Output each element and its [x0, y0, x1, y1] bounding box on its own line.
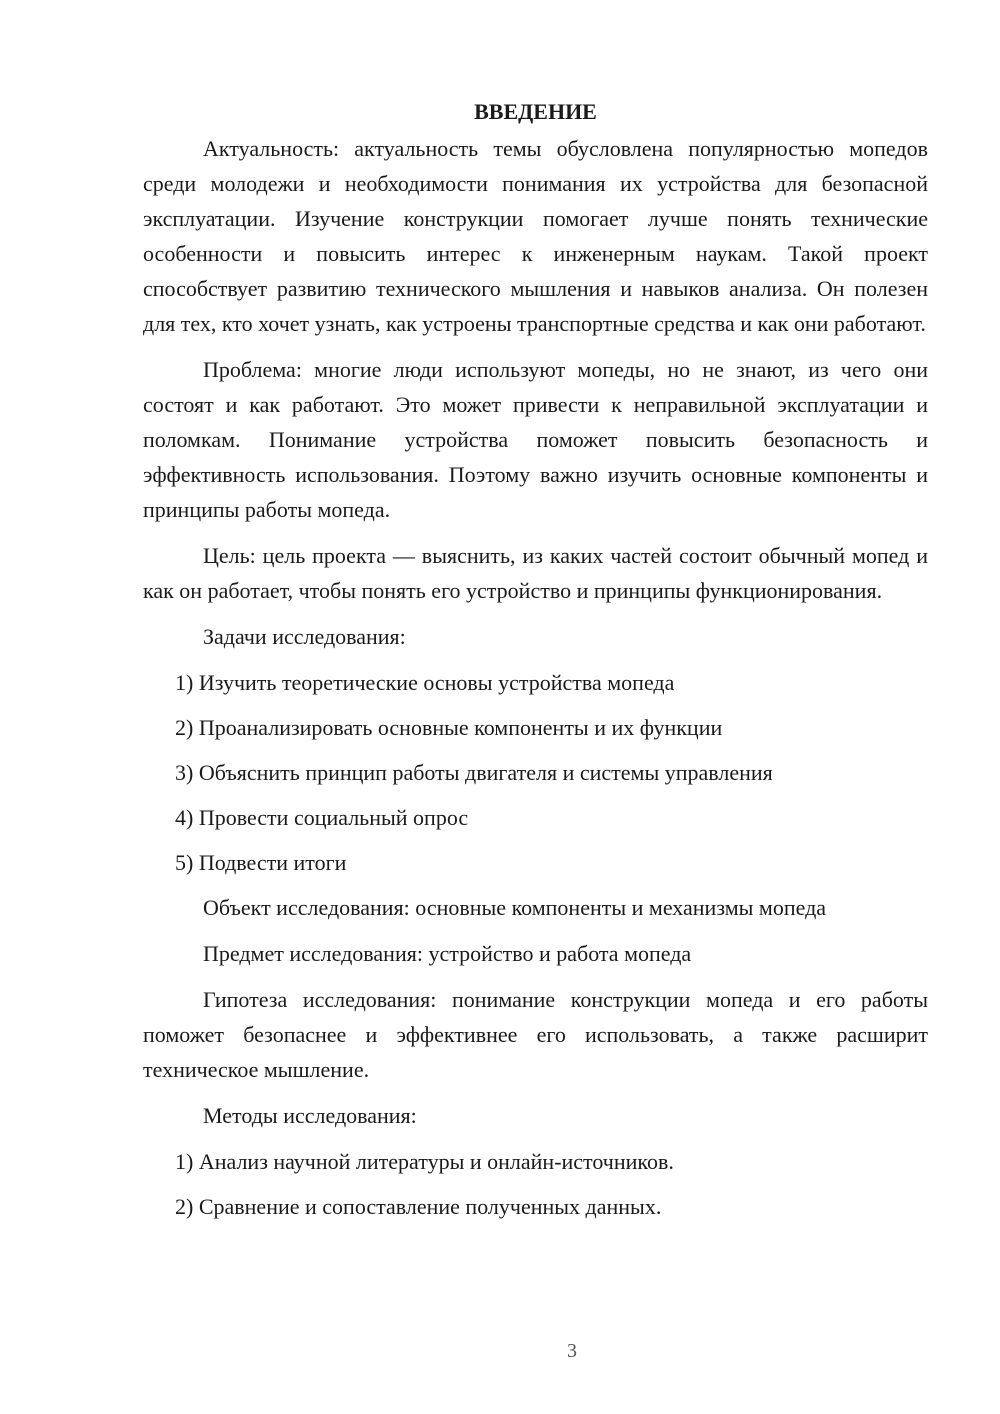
goal-paragraph: Цель: цель проекта — выяснить, из каких частей состоит обычный мопед и как он работает, чтобы понять его устройство и принципы функционирования.: [143, 543, 928, 603]
methods-title: Методы исследования:: [203, 1103, 417, 1128]
task-item-4: 4) Провести социальный опрос: [175, 805, 469, 830]
hypothesis-block: [143, 982, 928, 1087]
task-item-2: 2) Проанализировать основные компоненты и их функции: [175, 715, 723, 740]
intro-paragraphs: [143, 131, 928, 608]
problem-paragraph: Проблема: многие люди используют мопеды, но не знают, из чего они состоят и как работают. Это может привести к неправильной эксплуатации и поломкам. Понимание устройства поможет повысить безопасность и эффективность использования. Поэтому важно изучить основные компоненты и принципы работы мопеда.: [143, 357, 928, 522]
page-number: 3: [567, 1340, 577, 1362]
research-subject: Предмет исследования: устройство и работа мопеда: [203, 941, 692, 966]
method-item-1: 1) Анализ научной литературы и онлайн-источников.: [175, 1149, 674, 1174]
section-heading: ВВЕДЕНИЕ: [474, 99, 597, 124]
task-item-5: 5) Подвести итоги: [175, 850, 347, 875]
relevance-paragraph: Актуальность: актуальность темы обусловлена популярностью мопедов среди молодежи и необходимости понимания их устройства для безопасной эксплуатации. Изучение конструкции помогает лучше понять технические особенности и повысить интерес к инженерным наукам. Такой проект способствует развитию технического мышления и навыков анализа. Он полезен для тех, кто хочет узнать, как устроены транспортные средства и как они работают.: [143, 136, 928, 336]
task-item-1: 1) Изучить теоретические основы устройства мопеда: [175, 670, 675, 695]
page-content: [143, 94, 928, 1234]
method-item-2: 2) Сравнение и сопоставление полученных данных.: [175, 1194, 662, 1219]
task-item-3: 3) Объяснить принцип работы двигателя и системы управления: [175, 760, 773, 785]
hypothesis-paragraph: Гипотеза исследования: понимание конструкции мопеда и его работы поможет безопаснее и эффективнее его использовать, а также расширит техническое мышление.: [143, 987, 928, 1082]
research-object: Объект исследования: основные компоненты и механизмы мопеда: [203, 895, 827, 920]
tasks-title: Задачи исследования:: [203, 624, 406, 649]
